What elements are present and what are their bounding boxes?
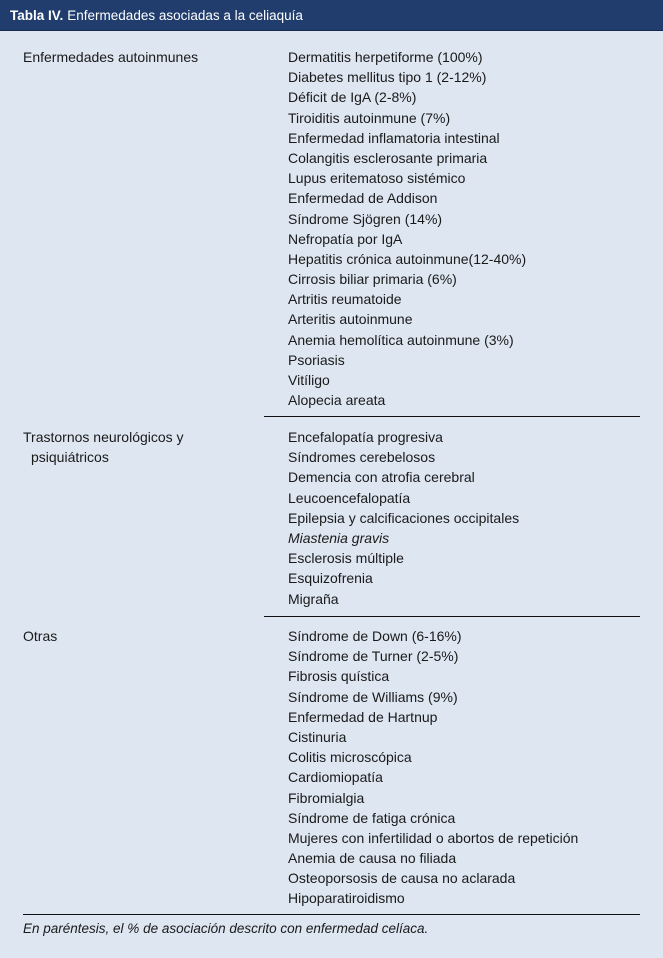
list-item: Síndrome de fatiga crónica	[288, 809, 456, 826]
list-item: Colitis microscópica	[288, 749, 412, 766]
list-item: Dermatitis herpetiforme (100%)	[288, 49, 483, 65]
list-item: Alopecia areata	[288, 392, 386, 409]
list-item: Anemia hemolítica autoinmune (3%)	[288, 331, 514, 348]
list-item: Lupus eritematoso sistémico	[288, 170, 466, 187]
section-others	[0, 626, 663, 909]
category-line: Enfermedades autoinmunes	[23, 49, 199, 65]
list-item: Tiroiditis autoinmune (7%)	[288, 109, 451, 126]
table-label: Tabla IV.	[10, 7, 64, 23]
list-item: Cardiomiopatía	[288, 769, 383, 786]
category-label	[23, 427, 263, 467]
list-item: Fibrosis quística	[288, 668, 390, 685]
list-item: Síndromes cerebelosos	[288, 449, 436, 466]
list-item: Osteoporsosis de causa no aclarada	[288, 870, 516, 887]
section-autoimmune	[0, 47, 663, 410]
list-item: Síndrome de Down (6-16%)	[288, 628, 462, 644]
list-item: Demencia con atrofia cerebral	[288, 469, 475, 486]
list-item: Cistinuria	[288, 728, 347, 745]
list-item: Nefropatía por IgA	[288, 230, 403, 247]
list-item: Arteritis autoinmune	[288, 311, 413, 328]
list-item: Síndrome de Williams (9%)	[288, 688, 458, 705]
list-item: Cirrosis biliar primaria (6%)	[288, 271, 457, 288]
list-item: Epilepsia y calcificaciones occipitales	[288, 509, 520, 526]
category-label	[23, 47, 263, 67]
category-line: Otras	[23, 628, 58, 644]
list-item: Síndrome Sjögren (14%)	[288, 210, 443, 227]
list-item: Artritis reumatoide	[288, 291, 402, 308]
list-item: Psoriasis	[288, 351, 345, 368]
category-line: Trastornos neurológicos y	[23, 429, 184, 445]
section-divider	[264, 416, 640, 417]
table-footnote: En paréntesis, el % de asociación descrito con enfermedad celíaca.	[23, 921, 429, 936]
list-item: Diabetes mellitus tipo 1 (2-12%)	[288, 69, 487, 86]
table-title-bar	[0, 0, 663, 31]
list-item: Anemia de causa no filiada	[288, 850, 457, 867]
list-item: Síndrome de Turner (2-5%)	[288, 648, 459, 665]
list-item: Enfermedad de Addison	[288, 190, 438, 207]
table-bottom-rule	[23, 914, 640, 915]
item-list	[288, 47, 653, 410]
list-item: Leucoencefalopatía	[288, 489, 411, 506]
list-item: Esclerosis múltiple	[288, 550, 404, 567]
list-item: Déficit de IgA (2-8%)	[288, 89, 417, 106]
table-title: Enfermedades asociadas a la celiaquía	[67, 7, 303, 23]
list-item: Migraña	[288, 590, 339, 607]
item-list	[288, 626, 653, 909]
list-item: Esquizofrenia	[288, 570, 373, 587]
list-item: Enfermedad de Hartnup	[288, 708, 438, 725]
section-divider	[264, 616, 640, 617]
list-item: Hipoparatiroidismo	[288, 890, 405, 907]
list-item: Fibromialgia	[288, 789, 365, 806]
list-item: Hepatitis crónica autoinmune(12-40%)	[288, 250, 527, 267]
list-item: Enfermedad inflamatoria intestinal	[288, 129, 500, 146]
category-label	[23, 626, 263, 646]
category-line: psiquiátricos	[31, 449, 109, 466]
list-item: Vitíligo	[288, 372, 330, 388]
list-item: Miastenia gravis	[288, 529, 390, 546]
list-item: Mujeres con infertilidad o abortos de repetición	[288, 829, 579, 846]
section-neuro-psych	[0, 427, 663, 609]
list-item: Encefalopatía progresiva	[288, 429, 443, 445]
item-list	[288, 427, 653, 609]
list-item: Colangitis esclerosante primaria	[288, 149, 488, 166]
